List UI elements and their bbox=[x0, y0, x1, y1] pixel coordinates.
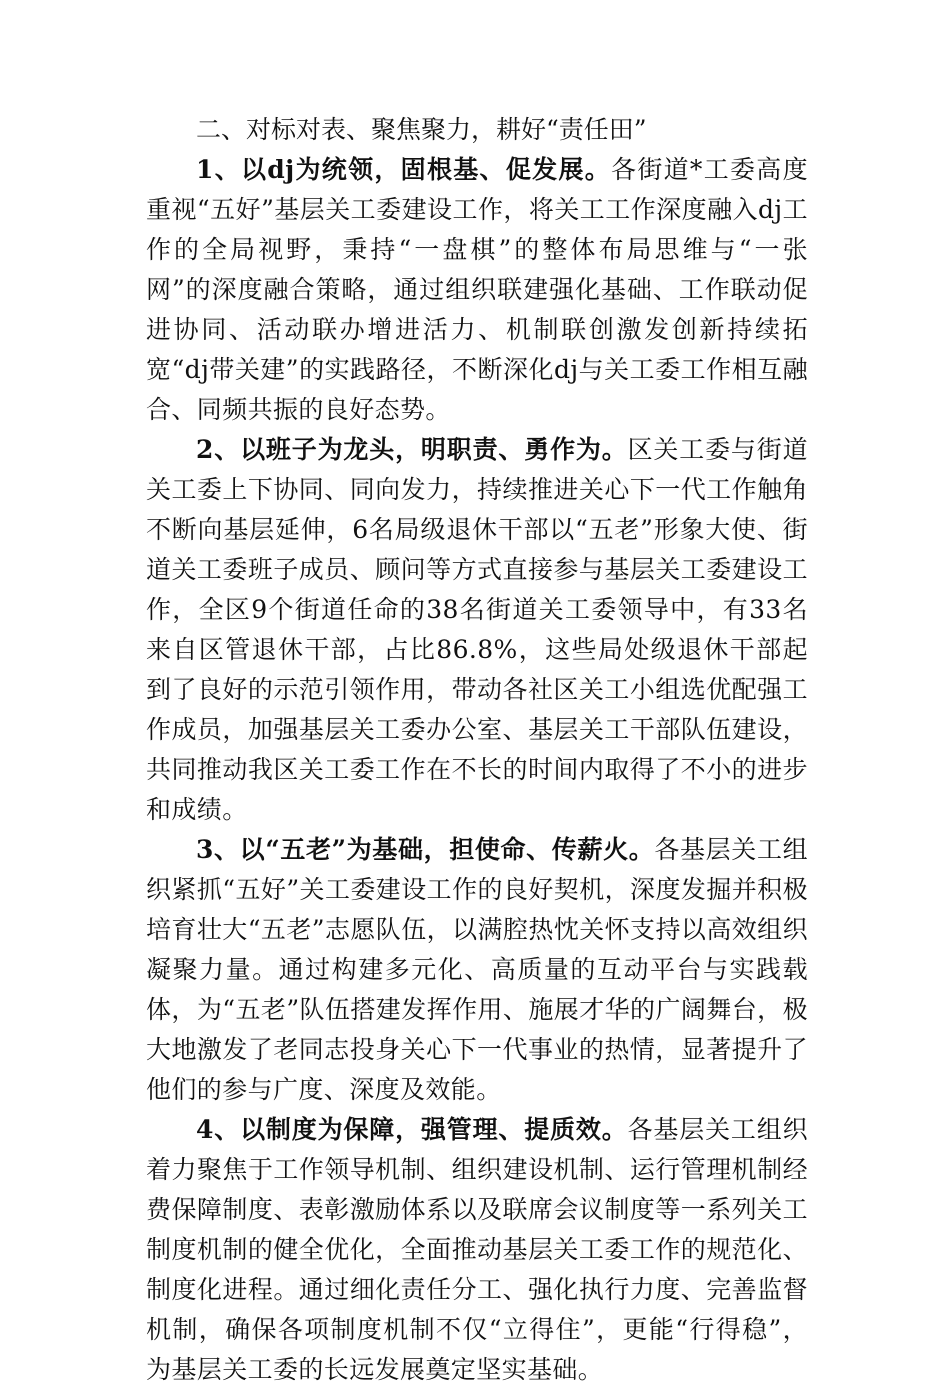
paragraph-1-body: 各街道*工委高度重视“五好”基层关工委建设工作，将关工工作深度融入dj工作的全局视野，秉持“一盘棋”的整体布局思维与“一张网”的深度融合策略，通过组织联建强化基础、工作联动促进协同、活动联办增进活力、机制联创激发创新持续拓宽“dj带关建”的实践路径，不断深化dj与关工委工作相互融合、同频共振的良好态势。 bbox=[146, 155, 808, 424]
paragraph-2 bbox=[146, 430, 808, 830]
paragraph-3-lead: 3、以“五老”为基础，担使命、传薪火。 bbox=[196, 835, 655, 864]
paragraph-1 bbox=[146, 150, 808, 430]
paragraph-1-lead: 1、以dj为统领，固根基、促发展。 bbox=[196, 155, 612, 184]
section-title: 二、对标对表、聚焦聚力，耕好“责任田” bbox=[196, 115, 647, 144]
paragraph-3 bbox=[146, 830, 808, 1110]
document-body bbox=[146, 110, 808, 1390]
paragraph-2-body: 区关工委与街道关工委上下协同、同向发力，持续推进关心下一代工作触角不断向基层延伸，6名局级退休干部以“五老”形象大使、街道关工委班子成员、顾问等方式直接参与基层关工委建设工作，全区9个街道任命的38名街道关工委领导中，有33名来自区管退休干部，占比86.8%，这些局处级退休干部起到了良好的示范引领作用，带动各社区关工小组选优配强工作成员，加强基层关工委办公室、基层关工干部队伍建设，共同推动我区关工委工作在不长的时间内取得了不小的进步和成绩。 bbox=[146, 435, 808, 824]
paragraph-4-body: 各基层关工组织着力聚焦于工作领导机制、组织建设机制、运行管理机制经费保障制度、表彰激励体系以及联席会议制度等一系列关工制度机制的健全优化，全面推动基层关工委工作的规范化、制度化进程。通过细化责任分工、强化执行力度、完善监督机制，确保各项制度机制不仅“立得住”，更能“行得稳”，为基层关工委的长远发展奠定坚实基础。 bbox=[146, 1115, 808, 1384]
paragraph-4 bbox=[146, 1110, 808, 1390]
paragraph-4-lead: 4、以制度为保障，强管理、提质效。 bbox=[196, 1115, 628, 1144]
paragraph-3-body: 各基层关工组织紧抓“五好”关工委建设工作的良好契机，深度发掘并积极培育壮大“五老”志愿队伍，以满腔热忱关怀支持以高效组织凝聚力量。通过构建多元化、高质量的互动平台与实践载体，为“五老”队伍搭建发挥作用、施展才华的广阔舞台，极大地激发了老同志投身关心下一代事业的热情，显著提升了他们的参与广度、深度及效能。 bbox=[146, 835, 808, 1104]
paragraph-2-lead: 2、以班子为龙头，明职责、勇作为。 bbox=[196, 435, 628, 464]
